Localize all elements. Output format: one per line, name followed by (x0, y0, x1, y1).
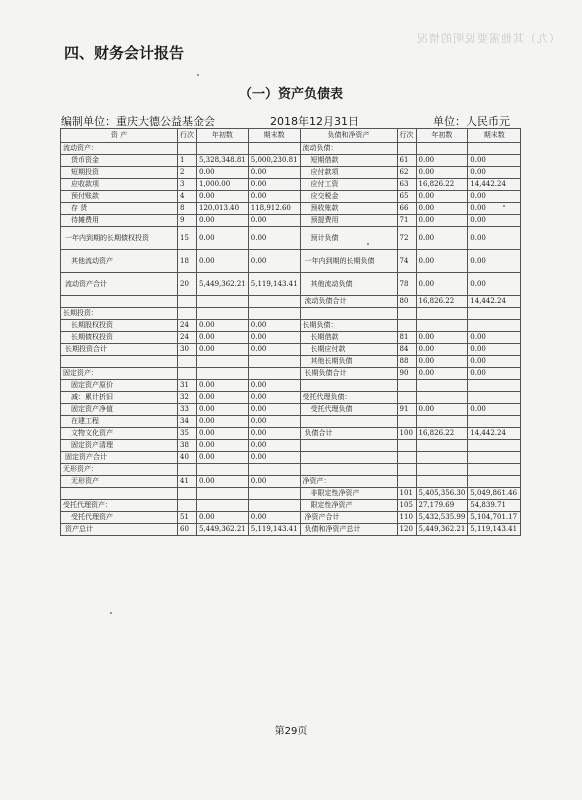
asset-opening: 0.00 (197, 380, 249, 392)
asset-item: 长期债权投资 (61, 332, 178, 344)
asset-line-no: 3 (178, 179, 197, 191)
asset-line-no: 51 (178, 512, 197, 524)
currency-unit: 单位：人民币元 (433, 115, 510, 128)
liability-opening (416, 416, 468, 428)
liability-closing: 14,442.24 (468, 179, 521, 191)
liability-item: 净资产： (300, 476, 397, 488)
asset-closing: 0.00 (248, 392, 300, 404)
liability-line-no: 101 (397, 488, 416, 500)
liability-line-no: 84 (397, 344, 416, 356)
asset-line-no: 24 (178, 332, 197, 344)
asset-line-no: 9 (178, 215, 197, 227)
liability-closing: 5,104,701.17 (468, 512, 521, 524)
table-row (61, 392, 521, 404)
page-number: 第29页 (274, 726, 308, 737)
liability-opening: 0.00 (416, 167, 468, 179)
asset-closing: 0.00 (248, 380, 300, 392)
table-row (61, 203, 521, 215)
asset-line-no (178, 356, 197, 368)
table-row (61, 500, 521, 512)
liability-closing (468, 143, 521, 155)
asset-item: 流动资产合计 (61, 273, 178, 296)
table-row (61, 512, 521, 524)
liability-item: 受托代理负债： (300, 392, 397, 404)
asset-line-no (178, 308, 197, 320)
asset-opening: 0.00 (197, 404, 249, 416)
asset-line-no: 8 (178, 203, 197, 215)
asset-opening: 0.00 (197, 344, 249, 356)
asset-closing (248, 143, 300, 155)
header-closing: 期末数 (468, 129, 521, 143)
liability-item: 长期负债合计 (300, 368, 397, 380)
asset-opening (197, 143, 249, 155)
asset-item: 长期股权投资 (61, 320, 178, 332)
table-row (61, 380, 521, 392)
header-opening: 年初数 (416, 129, 468, 143)
liability-line-no (397, 392, 416, 404)
liability-closing (468, 320, 521, 332)
asset-line-no: 38 (178, 440, 197, 452)
liability-closing: 0.00 (468, 344, 521, 356)
asset-item: 存 货 (61, 203, 178, 215)
asset-line-no: 30 (178, 344, 197, 356)
liability-closing: 0.00 (468, 368, 521, 380)
liability-closing: 54,839.71 (468, 500, 521, 512)
liability-opening: 16,826.22 (416, 428, 468, 440)
liability-closing: 0.00 (468, 356, 521, 368)
asset-closing: 0.00 (248, 428, 300, 440)
asset-line-no: 32 (178, 392, 197, 404)
balance-sheet-table (60, 128, 521, 536)
asset-opening: 0.00 (197, 416, 249, 428)
asset-opening (197, 464, 249, 476)
asset-item: 货币资金 (61, 155, 178, 167)
header-liabilities: 负债和净资产 (300, 129, 397, 143)
table-row (61, 404, 521, 416)
liability-line-no (397, 440, 416, 452)
asset-closing: 0.00 (248, 416, 300, 428)
header-line-no: 行次 (178, 129, 197, 143)
liability-item: 长期负债： (300, 320, 397, 332)
asset-line-no: 34 (178, 416, 197, 428)
liability-line-no: 74 (397, 250, 416, 273)
table-row (61, 227, 521, 250)
liability-closing (468, 380, 521, 392)
liability-line-no: 80 (397, 296, 416, 308)
liability-closing (468, 464, 521, 476)
asset-closing: 0.00 (248, 167, 300, 179)
asset-item: 受托代理资产： (61, 500, 178, 512)
asset-opening: 0.00 (197, 476, 249, 488)
liability-line-no: 105 (397, 500, 416, 512)
asset-item: 在建工程 (61, 416, 178, 428)
asset-opening: 5,328,348.81 (197, 155, 249, 167)
liability-line-no (397, 452, 416, 464)
asset-closing: 0.00 (248, 452, 300, 464)
liability-closing: 0.00 (468, 332, 521, 344)
liability-opening: 0.00 (416, 344, 468, 356)
liability-opening (416, 452, 468, 464)
liability-line-no: 88 (397, 356, 416, 368)
liability-closing (468, 416, 521, 428)
asset-opening (197, 488, 249, 500)
liability-item: 其他长期负债 (300, 356, 397, 368)
asset-closing (248, 296, 300, 308)
document-title: （一）资产负债表 (238, 87, 343, 102)
liability-line-no: 65 (397, 191, 416, 203)
liability-opening: 0.00 (416, 250, 468, 273)
liability-line-no: 81 (397, 332, 416, 344)
liability-item: 受托代理负债 (300, 404, 397, 416)
liability-item: 长期应付款 (300, 344, 397, 356)
asset-line-no: 1 (178, 155, 197, 167)
asset-item: 固定资产清理 (61, 440, 178, 452)
asset-closing: 0.00 (248, 179, 300, 191)
table-row (61, 143, 521, 155)
liability-line-no: 78 (397, 273, 416, 296)
asset-line-no (178, 488, 197, 500)
asset-line-no: 41 (178, 476, 197, 488)
liability-opening: 5,405,356.30 (416, 488, 468, 500)
table-row (61, 488, 521, 500)
asset-item: 长期投资合计 (61, 344, 178, 356)
liability-opening (416, 380, 468, 392)
liability-item (300, 452, 397, 464)
asset-line-no: 40 (178, 452, 197, 464)
asset-opening: 0.00 (197, 320, 249, 332)
liability-opening: 5,449,362.21 (416, 524, 468, 536)
asset-item: 无形资产： (61, 464, 178, 476)
asset-closing: 0.00 (248, 512, 300, 524)
asset-line-no: 33 (178, 404, 197, 416)
liability-line-no: 71 (397, 215, 416, 227)
table-row (61, 179, 521, 191)
table-row (61, 167, 521, 179)
liability-opening: 16,826.22 (416, 179, 468, 191)
asset-opening (197, 308, 249, 320)
liability-opening: 0.00 (416, 155, 468, 167)
liability-item: 预收账款 (300, 203, 397, 215)
liability-opening: 0.00 (416, 191, 468, 203)
section-title: 四、财务会计报告 (64, 44, 185, 62)
liability-item: 负债和净资产总计 (300, 524, 397, 536)
liability-closing (468, 452, 521, 464)
table-row (61, 524, 521, 536)
liability-closing: 5,119,143.41 (468, 524, 521, 536)
asset-item: 待摊费用 (61, 215, 178, 227)
asset-opening: 0.00 (197, 215, 249, 227)
asset-closing: 0.00 (248, 320, 300, 332)
liability-opening: 0.00 (416, 273, 468, 296)
header-closing: 期末数 (248, 129, 300, 143)
asset-opening (197, 296, 249, 308)
asset-line-no: 18 (178, 250, 197, 273)
liability-item: 限定性净资产 (300, 500, 397, 512)
asset-item: 其他流动资产 (61, 250, 178, 273)
asset-opening: 0.00 (197, 250, 249, 273)
liability-item: 其他流动负债 (300, 273, 397, 296)
asset-opening (197, 356, 249, 368)
asset-item: 资产总计 (61, 524, 178, 536)
liability-item: 预提费用 (300, 215, 397, 227)
liability-line-no (397, 380, 416, 392)
asset-line-no: 15 (178, 227, 197, 250)
liability-opening (416, 143, 468, 155)
asset-closing: 5,119,143.41 (248, 524, 300, 536)
scan-speck (110, 612, 112, 614)
asset-opening: 0.00 (197, 191, 249, 203)
table-row (61, 155, 521, 167)
liability-opening: 0.00 (416, 356, 468, 368)
table-row (61, 273, 521, 296)
liability-line-no: 62 (397, 167, 416, 179)
asset-item: 固定资产合计 (61, 452, 178, 464)
table-row (61, 250, 521, 273)
asset-closing: 0.00 (248, 191, 300, 203)
asset-closing: 0.00 (248, 404, 300, 416)
asset-closing: 5,000,230.81 (248, 155, 300, 167)
asset-closing: 118,912.60 (248, 203, 300, 215)
liability-opening: 16,826.22 (416, 296, 468, 308)
liability-opening: 0.00 (416, 227, 468, 250)
asset-opening: 0.00 (197, 428, 249, 440)
table-row (61, 416, 521, 428)
asset-closing: 0.00 (248, 344, 300, 356)
table-row (61, 191, 521, 203)
asset-closing (248, 488, 300, 500)
asset-line-no (178, 500, 197, 512)
liability-opening: 0.00 (416, 332, 468, 344)
asset-line-no: 24 (178, 320, 197, 332)
asset-opening: 5,449,362.21 (197, 524, 249, 536)
liability-item (300, 464, 397, 476)
asset-opening (197, 368, 249, 380)
asset-line-no: 20 (178, 273, 197, 296)
liability-closing (468, 476, 521, 488)
asset-opening (197, 500, 249, 512)
liability-opening (416, 308, 468, 320)
liability-opening: 5,432,535.99 (416, 512, 468, 524)
liability-closing: 0.00 (468, 404, 521, 416)
bleed-through-text: （九）其他需要说明的情况 (416, 32, 560, 45)
liability-opening: 0.00 (416, 215, 468, 227)
liability-item: 流动负债： (300, 143, 397, 155)
asset-item: 固定资产： (61, 368, 178, 380)
header-opening: 年初数 (197, 129, 249, 143)
asset-opening: 0.00 (197, 227, 249, 250)
liability-closing (468, 392, 521, 404)
liability-line-no: 120 (397, 524, 416, 536)
liability-closing: 0.00 (468, 250, 521, 273)
asset-item: 固定资产原价 (61, 380, 178, 392)
liability-item: 非限定性净资产 (300, 488, 397, 500)
table-row (61, 308, 521, 320)
liability-item: 应付工资 (300, 179, 397, 191)
liability-line-no (397, 464, 416, 476)
table-row (61, 428, 521, 440)
asset-opening: 120,013.40 (197, 203, 249, 215)
scan-speck (503, 205, 505, 207)
report-date: 2018年12月31日 (270, 115, 359, 128)
asset-item: 短期投资 (61, 167, 178, 179)
asset-item (61, 488, 178, 500)
liability-opening (416, 440, 468, 452)
asset-item: 文物文化资产 (61, 428, 178, 440)
asset-closing: 0.00 (248, 227, 300, 250)
liability-line-no: 72 (397, 227, 416, 250)
asset-opening: 0.00 (197, 512, 249, 524)
liability-line-no (397, 308, 416, 320)
liability-item: 长期借款 (300, 332, 397, 344)
liability-item (300, 308, 397, 320)
asset-line-no: 31 (178, 380, 197, 392)
asset-line-no (178, 296, 197, 308)
asset-opening: 5,449,362.21 (197, 273, 249, 296)
asset-closing (248, 464, 300, 476)
liability-line-no (397, 416, 416, 428)
table-row (61, 215, 521, 227)
asset-item: 一年内到期的长期债权投资 (61, 227, 178, 250)
table-header-row (61, 129, 521, 143)
asset-item: 减：累计折旧 (61, 392, 178, 404)
asset-closing: 0.00 (248, 440, 300, 452)
table-row (61, 440, 521, 452)
asset-opening: 1,000.00 (197, 179, 249, 191)
liability-closing: 0.00 (468, 155, 521, 167)
liability-closing: 0.00 (468, 227, 521, 250)
asset-item: 长期投资： (61, 308, 178, 320)
preparing-unit: 编制单位：重庆大德公益基金会 (61, 115, 215, 128)
scan-speck (367, 243, 369, 245)
asset-closing: 0.00 (248, 476, 300, 488)
liability-line-no (397, 476, 416, 488)
asset-closing: 0.00 (248, 332, 300, 344)
liability-line-no (397, 320, 416, 332)
asset-line-no (178, 143, 197, 155)
liability-opening (416, 392, 468, 404)
asset-item (61, 296, 178, 308)
liability-item: 预计负债 (300, 227, 397, 250)
liability-closing: 0.00 (468, 273, 521, 296)
liability-closing: 0.00 (468, 191, 521, 203)
liability-item: 短期借款 (300, 155, 397, 167)
header-assets: 资 产 (61, 129, 178, 143)
asset-item: 流动资产： (61, 143, 178, 155)
liability-opening: 0.00 (416, 404, 468, 416)
liability-line-no: 61 (397, 155, 416, 167)
asset-closing (248, 500, 300, 512)
liability-line-no: 110 (397, 512, 416, 524)
liability-closing (468, 308, 521, 320)
liability-line-no: 100 (397, 428, 416, 440)
asset-closing (248, 356, 300, 368)
liability-item: 净资产合计 (300, 512, 397, 524)
asset-item: 固定资产净值 (61, 404, 178, 416)
table-row (61, 320, 521, 332)
asset-closing: 0.00 (248, 250, 300, 273)
asset-item: 无形资产 (61, 476, 178, 488)
liability-line-no: 63 (397, 179, 416, 191)
asset-line-no (178, 368, 197, 380)
liability-opening (416, 320, 468, 332)
table-row (61, 332, 521, 344)
liability-item: 应付款项 (300, 167, 397, 179)
liability-closing: 0.00 (468, 167, 521, 179)
asset-item (61, 356, 178, 368)
liability-closing: 0.00 (468, 215, 521, 227)
asset-opening: 0.00 (197, 332, 249, 344)
liability-opening: 0.00 (416, 203, 468, 215)
liability-item (300, 416, 397, 428)
asset-line-no: 4 (178, 191, 197, 203)
table-row (61, 368, 521, 380)
liability-line-no (397, 143, 416, 155)
asset-line-no: 35 (178, 428, 197, 440)
liability-closing: 5,049,861.46 (468, 488, 521, 500)
liability-line-no: 66 (397, 203, 416, 215)
asset-line-no: 60 (178, 524, 197, 536)
table-row (61, 476, 521, 488)
asset-item: 应收款项 (61, 179, 178, 191)
asset-closing: 5,119,143.41 (248, 273, 300, 296)
asset-closing (248, 368, 300, 380)
liability-opening (416, 476, 468, 488)
liability-closing: 0.00 (468, 203, 521, 215)
table-row (61, 296, 521, 308)
liability-opening (416, 464, 468, 476)
table-row (61, 464, 521, 476)
liability-line-no: 91 (397, 404, 416, 416)
liability-opening: 0.00 (416, 368, 468, 380)
liability-line-no: 90 (397, 368, 416, 380)
liability-item: 流动负债合计 (300, 296, 397, 308)
liability-item: 负债合计 (300, 428, 397, 440)
table-row (61, 452, 521, 464)
header-line-no: 行次 (397, 129, 416, 143)
asset-item: 受托代理资产 (61, 512, 178, 524)
asset-closing (248, 308, 300, 320)
table-row (61, 344, 521, 356)
asset-opening: 0.00 (197, 440, 249, 452)
asset-item: 预付账款 (61, 191, 178, 203)
table-row (61, 356, 521, 368)
liability-closing (468, 440, 521, 452)
asset-opening: 0.00 (197, 167, 249, 179)
scan-speck (197, 74, 199, 76)
asset-opening: 0.00 (197, 392, 249, 404)
asset-line-no (178, 464, 197, 476)
asset-opening: 0.00 (197, 452, 249, 464)
liability-item: 应交税金 (300, 191, 397, 203)
liability-item (300, 380, 397, 392)
liability-opening: 27,179.69 (416, 500, 468, 512)
liability-closing: 14,442.24 (468, 428, 521, 440)
asset-closing: 0.00 (248, 215, 300, 227)
asset-line-no: 2 (178, 167, 197, 179)
liability-item: 一年内到期的长期负债 (300, 250, 397, 273)
liability-item (300, 440, 397, 452)
liability-closing: 14,442.24 (468, 296, 521, 308)
